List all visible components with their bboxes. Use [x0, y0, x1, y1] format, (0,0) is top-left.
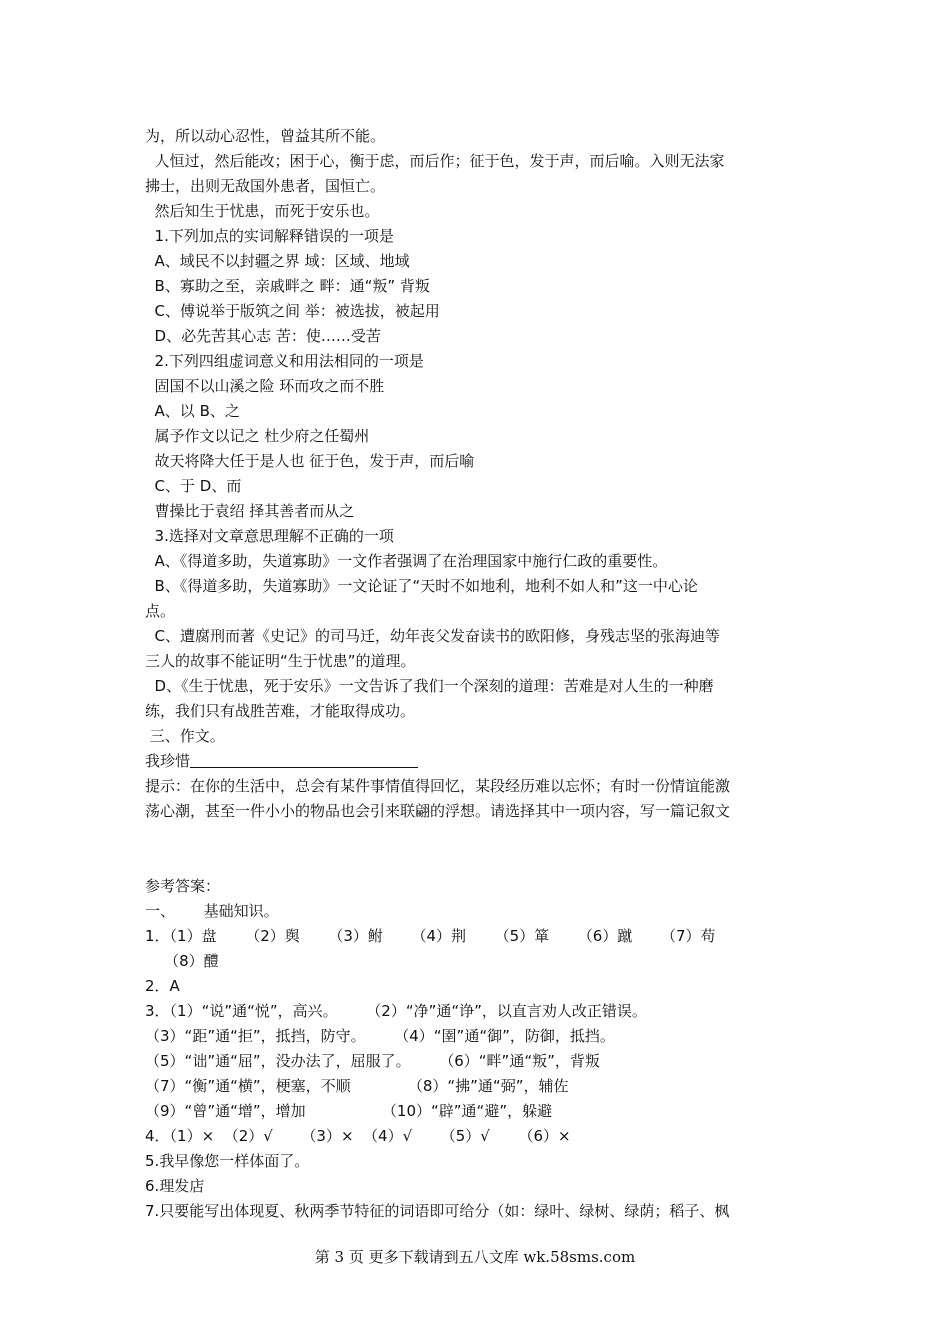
- answer-5: 5.我早像您一样体面了。: [145, 1152, 310, 1170]
- answer-3-line: （5）“诎”通“屈”，没办法了，屈服了。 （6）“畔”通“叛”，背叛: [145, 1052, 600, 1070]
- question-2-line: 故天将降大任于是人也 征于色，发于声，而后喻: [145, 452, 475, 470]
- question-1-option-b: B、寡助之至，亲戚畔之 畔：通“叛” 背叛: [145, 277, 430, 295]
- question-3-option-d: D、《生于忧患，死于安乐》一文告诉了我们一个深刻的道理：苦难是对人生的一种磨: [145, 677, 714, 695]
- essay-hint-cont: 荡心潮，甚至一件小小的物品也会引来联翩的浮想。请选择其中一项内容，写一篇记叙文: [145, 802, 731, 820]
- answer-6: 6.理发店: [145, 1177, 205, 1195]
- question-2: 2.下列四组虚词意义和用法相同的一项是: [145, 352, 424, 370]
- answer-1: 1．（1）盘 （2）舆 （3）鲋 （4）荆 （5）箪 （6）蹴 （7）苟: [145, 927, 716, 945]
- answers-heading: 参考答案：: [145, 877, 221, 895]
- answer-3-line: （3）“距”通“拒”，抵挡，防守。 （4）“圉”通“御”，防御，抵挡。: [145, 1027, 615, 1045]
- essay-hint: 提示：在你的生活中，总会有某件事情值得回忆，某段经历难以忘怀；有时一份情谊能激: [145, 777, 731, 795]
- passage-line: 拂士，出则无敌国外患者，国恒亡。: [145, 177, 386, 195]
- question-2-line: 属予作文以记之 杜少府之任蜀州: [145, 427, 370, 445]
- answer-7: 7.只要能写出体现夏、秋两季节特征的词语即可给分（如：绿叶、绿树、绿荫；稻子、枫: [145, 1202, 730, 1220]
- essay-title-line: [145, 751, 418, 771]
- question-2-line: A、以 B、之: [145, 402, 240, 420]
- question-3-option-d-cont: 练，我们只有战胜苦难，才能取得成功。: [145, 702, 416, 720]
- essay-heading: 三、作文。: [145, 727, 225, 745]
- question-2-line: 曹操比于袁绍 择其善者而从之: [145, 502, 355, 520]
- question-1-option-a: A、域民不以封疆之界 域：区域、地域: [145, 252, 410, 270]
- question-1-option-c: C、傅说举于版筑之间 举：被选拔，被起用: [145, 302, 440, 320]
- answer-3-line: （9）“曾”通“增”，增加 （10）“辟”通“避”，躲避: [145, 1102, 553, 1120]
- essay-title: 我珍惜: [145, 752, 191, 770]
- answer-2: 2．A: [145, 977, 180, 995]
- answer-3: 3．（1）“说”通“悦”，高兴。 （2）“净”通“诤”，以直言劝人改正错误。: [145, 1002, 647, 1020]
- answers-section-1: 一、 基础知识。: [145, 902, 279, 920]
- answer-4: 4．（1）× （2）√ （3）× （4）√ （5）√ （6）×: [145, 1127, 571, 1145]
- question-2-line: 固国不以山溪之险 环而攻之而不胜: [145, 377, 385, 395]
- question-3-option-a: A、《得道多助，失道寡助》一文作者强调了在治理国家中施行仁政的重要性。: [145, 552, 668, 570]
- question-1: 1.下列加点的实词解释错误的一项是: [145, 227, 394, 245]
- passage-line: 为，所以动心忍性，曾益其所不能。: [145, 127, 386, 145]
- question-3-option-c-cont: 三人的故事不能证明“生于忧患”的道理。: [145, 652, 416, 670]
- answer-3-line: （7）“衡”通“横”，梗塞，不顺 （8）“拂”通“弼”，辅佐: [145, 1077, 569, 1095]
- question-3-option-b: B、《得道多助，失道寡助》一文论证了“天时不如地利，地利不如人和”这一中心论: [145, 577, 698, 595]
- passage-line: 然后知生于忧患，而死于安乐也。: [145, 202, 380, 220]
- question-1-option-d: D、必先苦其心志 苦：使……受苦: [145, 327, 381, 345]
- page-footer: 第 3 页 更多下载请到五八文库 wk.58sms.com: [314, 1248, 636, 1266]
- essay-title-blank: [190, 753, 418, 768]
- question-3-option-c: C、遭腐刑而著《史记》的司马迁，幼年丧父发奋读书的欧阳修，身残志坚的张海迪等: [145, 627, 721, 645]
- question-2-line: C、于 D、而: [145, 477, 242, 495]
- question-3-option-b-cont: 点。: [145, 602, 176, 620]
- answer-1-cont: （8）醴: [145, 952, 219, 970]
- passage-line: 人恒过，然后能改；困于心，衡于虑，而后作；征于色，发于声，而后喻。入则无法家: [145, 152, 725, 170]
- question-3: 3.选择对文章意思理解不正确的一项: [145, 527, 394, 545]
